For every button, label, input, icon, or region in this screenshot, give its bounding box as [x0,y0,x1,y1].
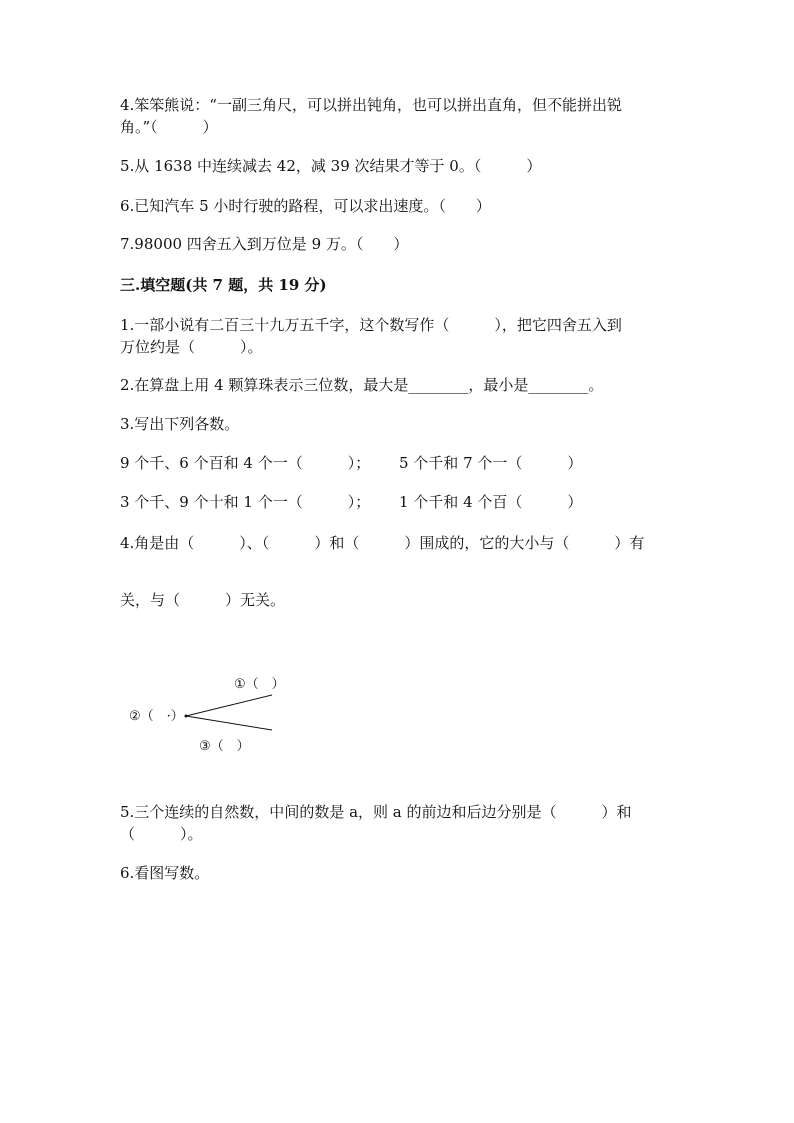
fill-question-6: 6.看图写数。 [120,864,210,882]
fill-question-4-line1: 4.角是由（ ）、（ ）和（ ）围成的，它的大小与（ ）有 [120,534,645,552]
fill-question-3-row1-right: 5 个千和 7 个一（ ） [399,454,583,472]
angle-ray-upper [186,695,272,716]
question-7-true-false: 7.98000 四舍五入到万位是 9 万。（ ） [120,235,409,253]
fill-question-5-line2: （ ）。 [120,825,203,843]
fill-question-5-line1: 5.三个连续的自然数，中间的数是 a，则 a 的前边和后边分别是（ ）和 [120,803,632,821]
question-6-true-false: 6.已知汽车 5 小时行驶的路程，可以求出速度。（ ） [120,197,491,215]
fill-question-4-line2: 关，与（ ）无关。 [120,591,286,609]
angle-vertex [185,715,188,718]
diagram-label-3: ③（ ） [199,739,250,754]
fill-question-1-line2: 万位约是（ ）。 [120,338,263,356]
section-3-heading: 三.填空题(共 7 题，共 19 分) [120,276,327,294]
question-5-true-false: 5.从 1638 中连续减去 42，减 39 次结果才等于 0。（ ） [120,157,542,175]
question-4-true-false-line2: 角。”（ ） [120,118,218,136]
question-4-true-false-line1: 4.笨笨熊说：“一副三角尺，可以拼出钝角，也可以拼出直角，但不能拼出锐 [120,96,622,114]
fill-question-3-title: 3.写出下列各数。 [120,415,240,433]
fill-question-1-line1: 1.一部小说有二百三十九万五千字，这个数写作（ ），把它四舍五入到 [120,316,622,334]
diagram-label-1: ①（ ） [234,677,285,692]
angle-ray-lower [186,716,272,730]
diagram-label-2: ②（ ·） [129,709,184,724]
fill-question-3-row1-left: 9 个千、6 个百和 4 个一（ ）； [120,454,371,472]
fill-question-3-row2-right: 1 个千和 4 个百（ ） [399,493,583,511]
fill-question-3-row2-left: 3 个千、9 个十和 1 个一（ ）； [120,493,371,511]
angle-diagram [120,668,300,763]
fill-question-2: 2.在算盘上用 4 颗算珠表示三位数，最大是________，最小是________。 [120,376,604,394]
